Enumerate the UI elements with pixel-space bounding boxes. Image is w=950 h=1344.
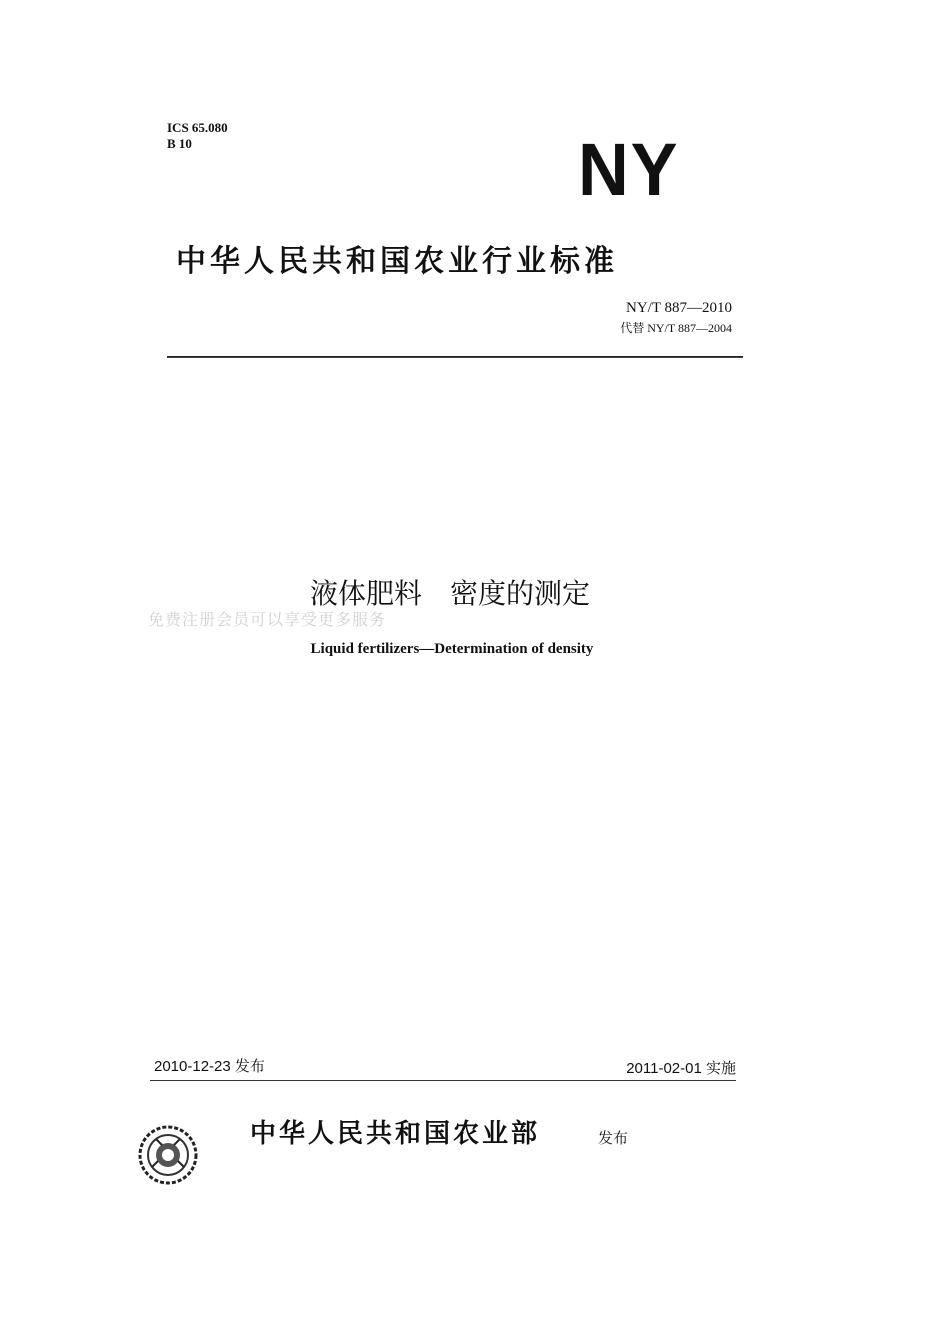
- footer-divider: [150, 1080, 736, 1081]
- effective-date: 2011-02-01 实施: [626, 1060, 736, 1077]
- issue-date: 2010-12-23 发布: [154, 1058, 265, 1075]
- ministry-seal-icon: [138, 1125, 198, 1185]
- issuing-ministry: 中华人民共和国农业部: [250, 1119, 541, 1149]
- replaces-standard: 代替 NY/T 887—2004: [620, 321, 732, 335]
- document-title-cn: 液体肥料 密度的测定: [309, 577, 590, 610]
- standard-number-block: [620, 300, 732, 336]
- standard-number: NY/T 887—2010: [626, 300, 732, 316]
- header-divider: [167, 356, 743, 358]
- ccs-code: B 10: [167, 136, 192, 151]
- document-title-en: Liquid fertilizers—Determination of density: [310, 641, 594, 657]
- ny-logo: NY: [578, 128, 680, 211]
- publish-label: 发布: [598, 1129, 629, 1147]
- watermark: 免费注册会员可以享受更多服务: [148, 610, 387, 629]
- standard-title: 中华人民共和国农业行业标准: [176, 244, 618, 279]
- ics-code: ICS 65.080: [167, 120, 228, 135]
- classification-block: [167, 120, 228, 152]
